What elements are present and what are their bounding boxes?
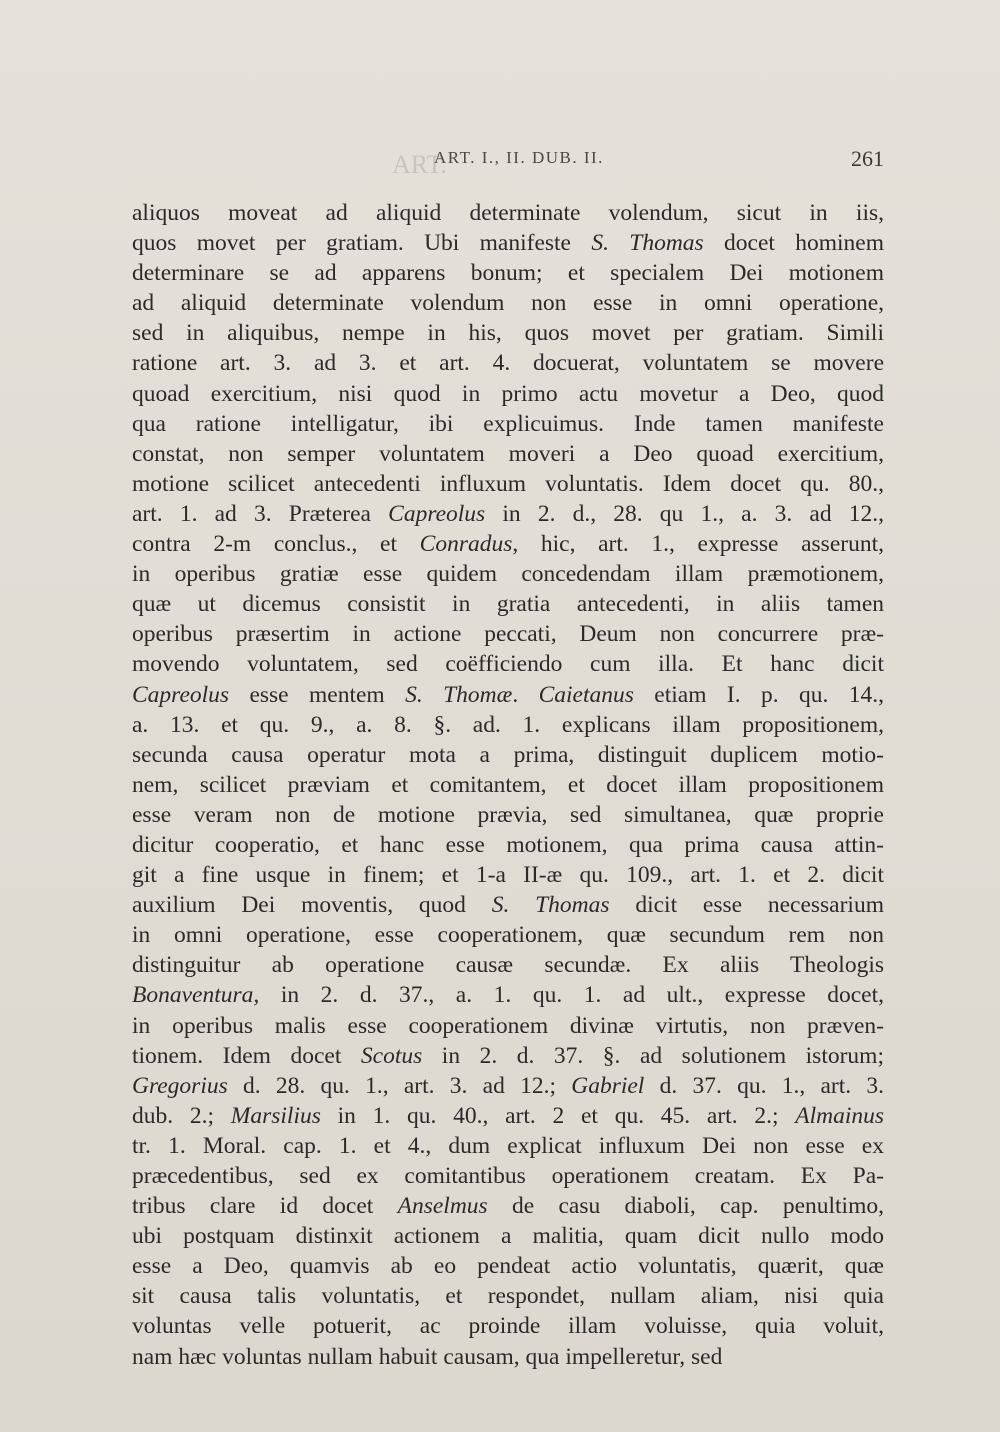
text-line: a. 13. et qu. 9., a. 8. §. ad. 1. explicans illam propositionem,	[132, 711, 884, 738]
body-text	[132, 198, 884, 1372]
author-name: Gregorius	[132, 1072, 228, 1099]
text-line: nam hæc voluntas nullam habuit causam, qua impelleretur, sed	[132, 1343, 723, 1370]
author-name: Capreolus	[132, 681, 230, 708]
text-line: quoad exercitium, nisi quod in primo actu movetur a Deo, quod	[132, 380, 884, 407]
text-line: operibus præsertim in actione peccati, Deum non concurrere præ-	[132, 621, 884, 648]
text-line: aliquos moveat ad aliquid determinate volendum, sicut in iis,	[132, 200, 884, 226]
text-line: art. 1. ad 3. Præterea Capreolus in 2. d., 28. qu 1., a. 3. ad 12.,	[132, 500, 884, 527]
text-line: in operibus gratiæ esse quidem concedendam illam præmotionem,	[132, 561, 884, 588]
text-line: motione scilicet antecedenti influxum voluntatis. Idem docet qu. 80.,	[132, 470, 884, 497]
running-title: ART. I., II. DUB. II.	[434, 148, 604, 167]
author-name: Marsilius	[230, 1102, 321, 1129]
text-line: distinguitur ab operatione causæ secundæ. Ex aliis Theologis	[132, 952, 884, 979]
text-line: esse a Deo, quamvis ab eo pendeat actio voluntatis, quærit, quæ	[132, 1253, 884, 1280]
text-line: tribus clare id docet Anselmus de casu diaboli, cap. penultimo,	[132, 1193, 884, 1220]
text-line: auxilium Dei moventis, quod S. Thomas dicit esse necessarium	[132, 892, 884, 919]
bleed-through-text: ART.	[392, 150, 448, 179]
author-name: S. Thomæ	[405, 681, 513, 708]
text-line: Bonaventura, in 2. d. 37., a. 1. qu. 1. ad ult., expresse docet,	[132, 982, 884, 1009]
text-line: voluntas velle potuerit, ac proinde illam voluisse, quia voluit,	[132, 1313, 884, 1340]
text-line: qua ratione intelligatur, ibi explicuimus. Inde tamen manifeste	[132, 410, 884, 437]
running-header	[132, 146, 884, 176]
author-name: S. Thomas	[491, 892, 610, 919]
text-line: tionem. Idem docet Scotus in 2. d. 37. §. ad solutionem istorum;	[132, 1042, 884, 1069]
text-line: esse veram non de motione prævia, sed simultanea, quæ proprie	[132, 801, 884, 828]
author-name: Conradus	[419, 531, 513, 558]
author-name: Scotus	[360, 1042, 423, 1069]
text-line: nem, scilicet præviam et comitantem, et docet illam propositionem	[132, 771, 884, 798]
text-line: quæ ut dicemus consistit in gratia antecedenti, in aliis tamen	[132, 591, 884, 618]
text-line: contra 2-m conclus., et Conradus, hic, art. 1., expresse asserunt,	[132, 531, 884, 558]
text-line: ratione art. 3. ad 3. et art. 4. docuerat, voluntatem se movere	[132, 350, 884, 377]
text-line: sed in aliquibus, nempe in his, quos movet per gratiam. Simili	[132, 320, 884, 347]
author-name: Anselmus	[397, 1193, 488, 1220]
text-line: præcedentibus, sed ex comitantibus operationem creatam. Ex Pa-	[132, 1163, 884, 1189]
text-line: in omni operatione, esse cooperationem, quæ secundum rem non	[132, 922, 884, 949]
text-line: sit causa talis voluntatis, et respondet, nullam aliam, nisi quia	[132, 1283, 884, 1310]
text-line: Capreolus esse mentem S. Thomæ. Caietanus etiam I. p. qu. 14.,	[132, 681, 885, 708]
text-line: secunda causa operatur mota a prima, distinguit duplicem motio-	[132, 741, 884, 768]
text-line: dicitur cooperatio, et hanc esse motionem, qua prima causa attin-	[132, 831, 884, 858]
text-line: movendo voluntatem, sed coëfficiendo cum illa. Et hanc dicit	[132, 651, 884, 678]
text-line: in operibus malis esse cooperationem divinæ virtutis, non præven-	[132, 1012, 884, 1039]
text-line: git a fine usque in finem; et 1-a II-æ qu. 109., art. 1. et 2. dicit	[132, 862, 884, 889]
author-name: Capreolus	[388, 500, 486, 527]
author-name: Gabriel	[571, 1072, 645, 1099]
text-line: tr. 1. Moral. cap. 1. et 4., dum explicat influxum Dei non esse ex	[132, 1132, 884, 1159]
text-line: dub. 2.; Marsilius in 1. qu. 40., art. 2 et qu. 45. art. 2.; Almainus	[132, 1102, 884, 1129]
author-name: Bonaventura,	[132, 982, 260, 1009]
text-line: quos movet per gratiam. Ubi manifeste S. Thomas docet hominem	[132, 230, 884, 257]
page-number: 261	[851, 146, 884, 171]
author-name: Almainus	[795, 1102, 884, 1129]
text-line: Gregorius d. 28. qu. 1., art. 3. ad 12.; Gabriel d. 37. qu. 1., art. 3.	[132, 1072, 884, 1099]
text-line: constat, non semper voluntatem moveri a Deo quoad exercitium,	[132, 440, 884, 467]
text-line: determinare se ad apparens bonum; et specialem Dei motionem	[132, 260, 884, 287]
text-line: ubi postquam distinxit actionem a malitia, quam dicit nullo modo	[132, 1223, 884, 1250]
author-name: Caietanus	[538, 681, 634, 708]
text-line: ad aliquid determinate volendum non esse in omni operatione,	[132, 290, 884, 317]
author-name: S. Thomas	[591, 230, 704, 257]
